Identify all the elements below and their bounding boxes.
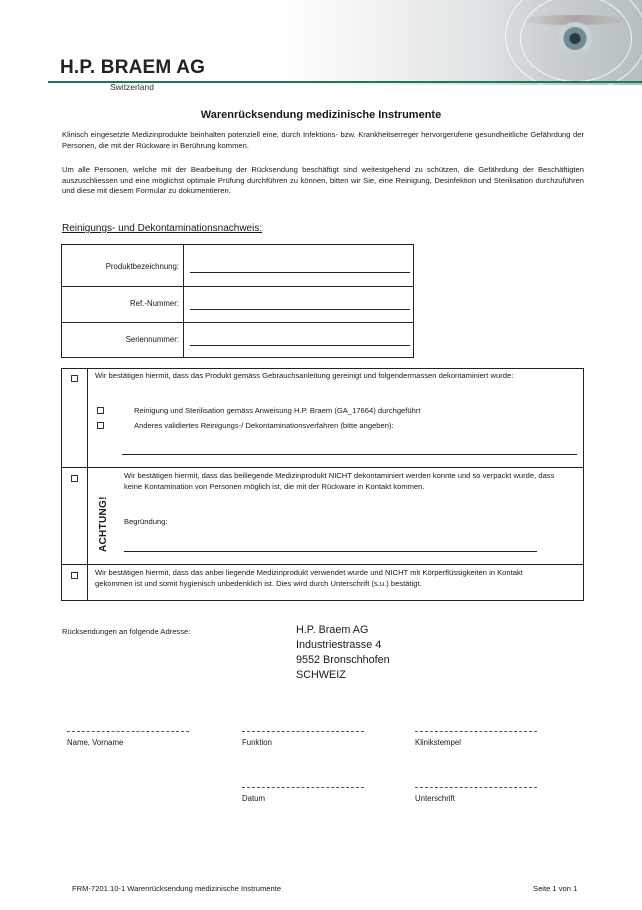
company-country: Switzerland [110, 82, 154, 92]
ref-field[interactable] [190, 309, 410, 310]
reason-field[interactable] [124, 551, 537, 552]
row-separator [62, 564, 583, 565]
option1-text: Wir bestätigen hiermit, dass das Produkt gemäss Gebrauchsanleitung gereinigt und folgendermassen dekontaminiert wurde: [95, 371, 514, 380]
section-title: Reinigungs- und Dekontaminationsnachweis: [62, 223, 263, 234]
sub2-checkbox[interactable] [97, 422, 104, 429]
option3-text: Wir bestätigen hiermit, dass das anbei liegende Medizinprodukt verwendet wurde und NICHT mit Körperflüssigkeiten in Kontakt gekommen ist und somit hygienisch unbedenklich ist. Dies wird durch Unterschrift (s.u.) bestätigt. [95, 568, 523, 588]
stamp-signature-line[interactable] [415, 731, 537, 732]
serial-field[interactable] [190, 345, 410, 346]
ref-row [62, 287, 413, 323]
address-line-3: 9552 Bronschhofen [296, 654, 390, 666]
reason-label: Begründung: [124, 517, 168, 526]
warning-label: ACHTUNG! [98, 496, 109, 552]
confirmation-table [61, 368, 584, 601]
date-signature-line[interactable] [242, 787, 364, 788]
product-label: Produktbezeichnung: [105, 262, 179, 271]
product-info-table [61, 244, 414, 358]
intro-paragraph-1: Klinisch eingesetzte Medizinprodukte beinhalten potenziell eine, durch Infektions- bzw. Krankheitserreger hervorgerufene gesundheitliche Gefährdung der Personen, die mit der Rückware in Berührung kommen. [62, 130, 584, 150]
table-divider [87, 369, 88, 600]
address-label: Rücksendungen an folgende Adresse: [62, 627, 191, 636]
row-separator [62, 467, 583, 468]
function-label: Funktion [242, 738, 272, 747]
ref-label: Ref.-Nummer: [130, 299, 179, 308]
footer-form-id: FRM-7201.10-1 Warenrücksendung medizinische Instrumente [72, 884, 282, 893]
option2-text: Wir bestätigen hiermit, dass das beiliegende Medizinprodukt NICHT dekontaminiert werden konnte und so verpackt wurde, dass keine Kontamination von Personen möglich ist, die mit der Rückware in Kontakt kommen. [124, 471, 555, 491]
name-label: Name, Vorname [67, 738, 124, 747]
sub2-text: Anderes validiertes Reinigungs-/ Dekontaminationsverfahren (bitte angeben): [134, 421, 394, 430]
serial-label: Seriennummer: [125, 335, 179, 344]
document-title: Warenrücksendung medizinische Instrumente [200, 109, 442, 121]
option2-checkbox[interactable] [71, 475, 78, 482]
company-logo: H.P. BRAEM AG [60, 57, 206, 78]
signature-label: Unterschrift [415, 794, 455, 803]
sub1-text: Reinigung und Sterilisation gemäss Anweisung H.P. Braem (GA_17664) durchgeführt [134, 406, 421, 415]
address-line-1: H.P. Braem AG [296, 624, 369, 636]
sub1-checkbox[interactable] [97, 407, 104, 414]
name-signature-line[interactable] [67, 731, 189, 732]
option3-checkbox[interactable] [71, 572, 78, 579]
stamp-label: Klinikstempel [415, 738, 461, 747]
footer-page-number: Seite 1 von 1 [533, 884, 578, 893]
signature-line[interactable] [415, 787, 537, 788]
product-field[interactable] [190, 272, 410, 273]
function-signature-line[interactable] [242, 731, 364, 732]
option1-checkbox[interactable] [71, 375, 78, 382]
other-method-field[interactable] [122, 454, 577, 455]
intro-paragraph-2: Um alle Personen, welche mit der Bearbeitung der Rücksendung beschäftigt sind weitestgehend zu schützen, die Gefährdung der Beschäftigten auszuschliessen und eine möglichst optimale Prüfung durchführen zu können, bitten wir Sie, eine Reinigung, Desinfektion und Sterilisation durchzuführen und diese mit diesem Formular zu dokumentieren. [62, 165, 584, 195]
product-row [62, 245, 413, 287]
address-block [296, 623, 390, 683]
serial-row [62, 323, 413, 357]
address-line-4: SCHWEIZ [296, 669, 346, 681]
address-line-2: Industriestrasse 4 [296, 639, 382, 651]
date-label: Datum [242, 794, 265, 803]
